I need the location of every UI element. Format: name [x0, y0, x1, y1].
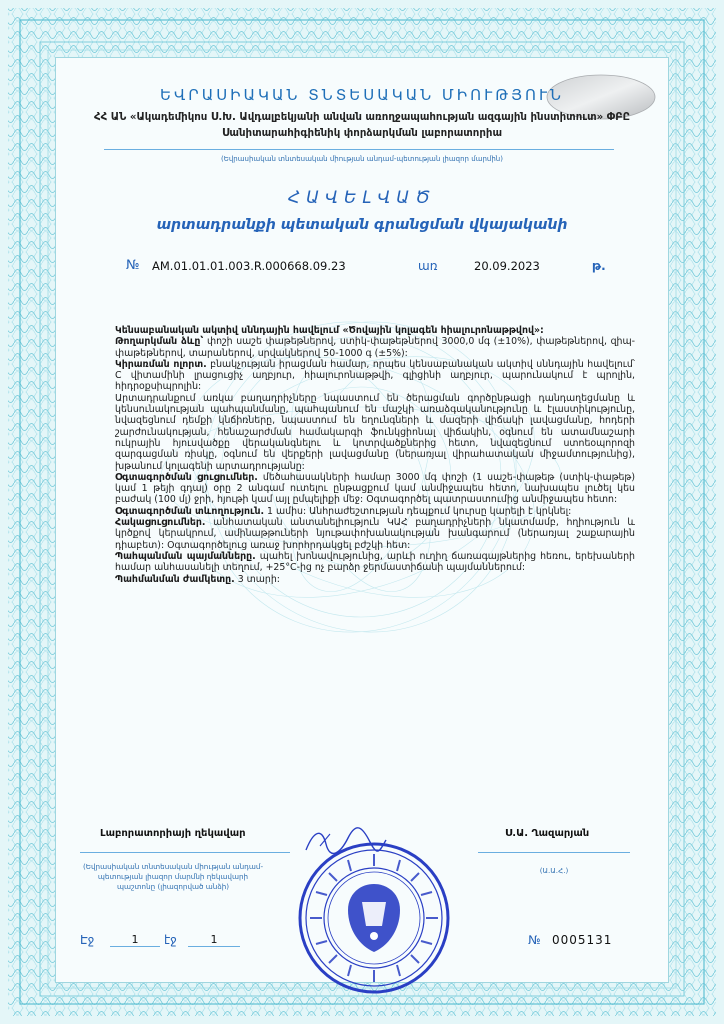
serial-number: 0005131 — [552, 933, 613, 947]
certificate-date-label: առ — [418, 259, 438, 273]
scope — [115, 359, 635, 393]
storage-text: պահել խոնավությունից, արևի ուղիղ ճառագայթներից հեռու, երեխաների համար անհասանելի տեղում, +25°C-ից ոչ բարձր ջերմաստիճանի պայմաններում: — [115, 550, 635, 574]
document-subtitle: արտադրանքի պետական գրանցման վկայականի — [156, 217, 568, 233]
duration-label: Օգտագործման տևողություն. — [115, 505, 265, 517]
header-divider — [104, 149, 614, 150]
page-number: 1 — [110, 933, 160, 947]
page-total: 1 — [188, 933, 240, 947]
official-seal — [296, 840, 452, 996]
usage-text: մեծահասակների համար 3000 մգ փոշի (1 սաշե-փաթեթ (ստիկ-փաթեթ) կամ 1 թեյի գդալ) օրը 2 անգամ ուտելու ընթացքում կամ անմիջապես հետո, նախապես լուծել կես բաժակ (100 մլ) ջրի, հյութի կամ այլ ըմպելիքի մեջ: Օգտագործել պատրաստումից անմիջապես հետո: — [115, 471, 636, 506]
product-name-text: Կենսաբանական ակտիվ սննդային հավելում «Ծովային կոլագեն հիալուրոնաթթվով»: — [115, 325, 544, 336]
institute-name: ՀՀ ԱՆ «Ակադեմիկոս Ս.Խ. Ավդալբեկյանի անվան առողջապահության ազգային ինստիտուտ» ՓԲԸ — [93, 112, 631, 123]
contraindications — [115, 517, 635, 551]
contraindications-text: անհատական անտանելիություն ԿԱՀ բաղադրիչների նկատմամբ, հղիություն և կրծքով կերակրում, ամինաթթուների նյութափոխանակության խանգարում (ներառյալ շաքարային դիաբետ): Օգտագործելուց առաջ խորհրդակցել բժշկի հետ: — [115, 517, 635, 551]
union-heading: ԵՎՐԱՍԻԱԿԱՆ ՏՆՏԵՍԱԿԱՆ ՄԻՈՒԹՅՈՒՆ — [160, 86, 564, 104]
signer-initials-caption: (Ա.Ա.Հ.) — [539, 866, 569, 875]
document-title: ՀԱՎԵԼՎԱԾ — [287, 188, 437, 208]
usage-label: Օգտագործման ցուցումներ. — [115, 471, 258, 483]
shelf-life — [115, 574, 635, 585]
certificate-number-label: № — [126, 258, 140, 273]
storage-label: Պահպանման պայմանները. — [115, 550, 256, 562]
signer-role: Լաբորատորիայի ղեկավար — [100, 828, 246, 839]
release-form-text: փոշի սաշե փաթեթներով, ստիկ-փաթեթներով 3000,0 մգ (±10%), փաթեթներով, զիպ-փաթեթներով, տարաներով, սրվակներով 50-1000 գ (±5%): — [115, 336, 635, 359]
contraindications-label: Հակացուցումներ. — [115, 517, 206, 529]
signer-position-caption: (Եվրասիական տնտեսական միության անդամ-պետության լիազոր մարմնի ղեկավարի պաշտոնը (լիազորված անձի) — [82, 862, 264, 891]
signature-line-right — [478, 852, 630, 853]
duration-text: 1 ամիս: Անհրաժեշտության դեպքում կուրսը կարելի է կրկնել: — [267, 505, 572, 517]
page-total-label: էջ — [164, 933, 177, 947]
laboratory-name: Սանիտարահիգիենիկ փորձարկման լաբորատորիա — [221, 128, 503, 139]
certificate-number: AM.01.01.01.003.R.000668.09.23 — [152, 259, 346, 273]
effects — [115, 393, 635, 472]
duration — [115, 506, 635, 517]
storage — [115, 551, 635, 574]
scope-label: Կիրառման ոլորտ. — [115, 358, 207, 370]
shelf-life-label: Պահմանման ժամկետը. — [115, 573, 235, 585]
year-label: թ. — [592, 259, 606, 273]
effects-text: Արտադրանքում առկա բաղադրիչները նպաստում են ծերացման գործընթացի դանդաղեցմանը և կենսունակության պահպանմանը, պահպանում են մաշկի առաձգականությունը և էլաստիկությունը, նվազեցնում դեմքի կնճիռները, նպաստում են եղունգների և մազերի վիճակի լավացմանը, հոդերի շարժունակության, հենաշարժման համակարգի ֆունկցիոնալ վիճակին, օգնում են ատամնաշարի ուկրային հյուսվածքը վերականգնելու և կոտրվածքներից հետո, նվազեցնում ստոեօպորոզի զարգացման ռիսկը, օգնում են վերքերի լավացմանը (ներառյալ վիրահատական միջամտությունից), խթանում կոլագենի արտադրությանը: — [115, 392, 635, 472]
document-body — [115, 325, 635, 585]
product-name — [115, 325, 635, 336]
authority-caption: (Եվրասիական տնտեսական միության անդամ-պետության լիազոր մարմին) — [221, 155, 503, 163]
signature-line-left — [80, 852, 290, 853]
release-form-label: Թողարկման ձևը՝ — [115, 336, 204, 348]
signer-name: Ս.Ա. Ղազարյան — [505, 828, 590, 839]
release-form — [115, 336, 635, 359]
certificate-date: 20.09.2023 — [474, 259, 540, 273]
serial-label: № — [528, 933, 541, 947]
scope-text: բնակչության իրացման համար, որպես կենսաբանական ակտիվ սննդային հավելում՝ C վիտամինի լրացուցիչ աղբյուր, հիալուրոնաթթվի, գլիցինի աղբյուր, պարունակում է պրոլին, հիդրօքսիպրոլին: — [115, 358, 636, 393]
usage — [115, 472, 635, 506]
page-label: Էջ — [80, 933, 95, 947]
shelf-life-text: 3 տարի: — [237, 573, 280, 585]
